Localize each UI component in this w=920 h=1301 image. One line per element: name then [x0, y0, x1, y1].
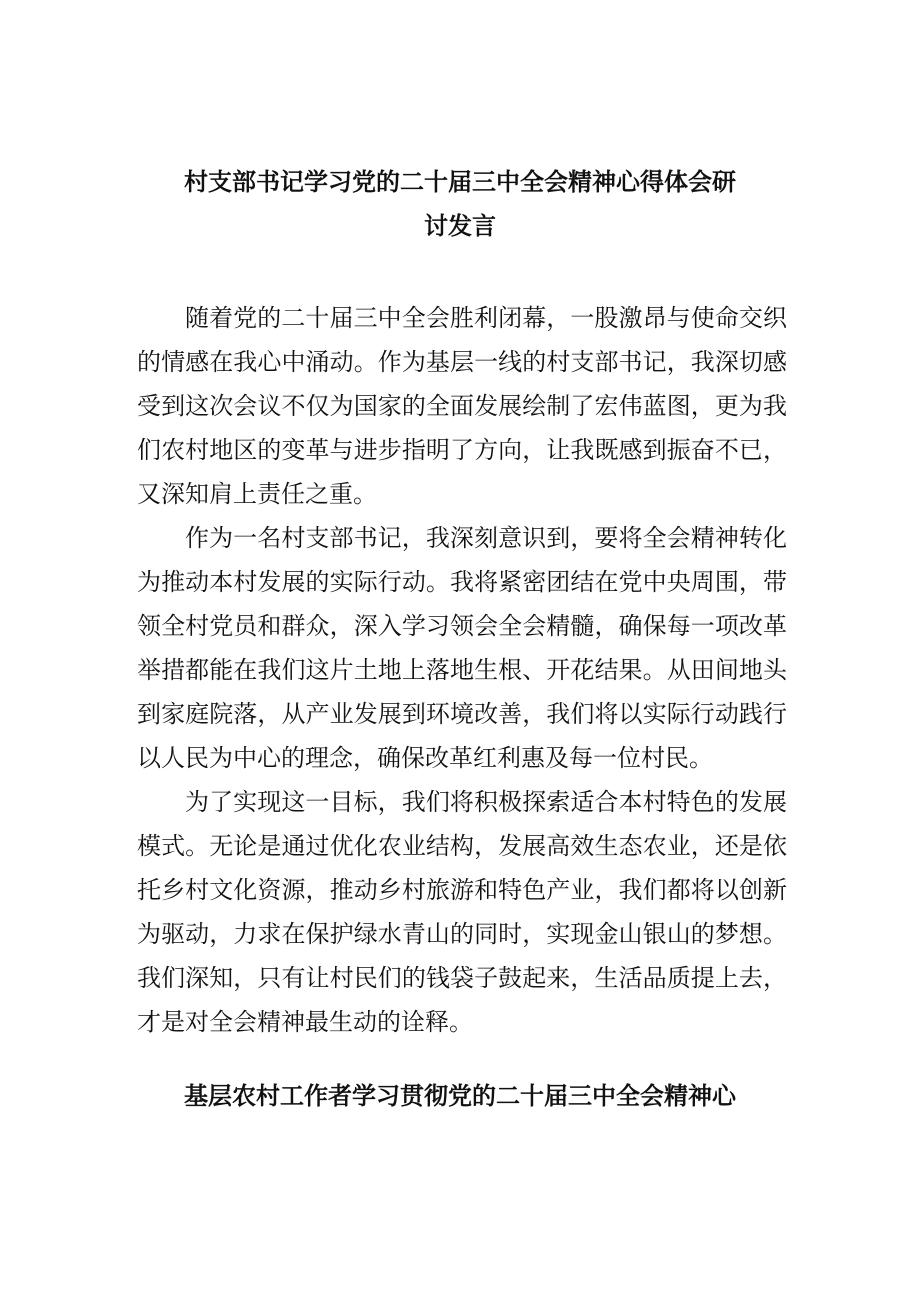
article-body [137, 296, 787, 1044]
next-article-title: 基层农村工作者学习贯彻党的二十届三中全会精神心 [184, 1081, 736, 1110]
article-title [0, 160, 920, 248]
paragraph-2: 作为一名村支部书记，我深刻意识到，要将全会精神转化为推动本村发展的实际行动。我将紧密团结在党中央周围，带领全村党员和群众，深入学习领会全会精髓，确保每一项改革举措都能在我们这片土地上落地生根、开花结果。从田间地头到家庭院落，从产业发展到环境改善，我们将以实际行动践行以人民为中心的理念，确保改革红利惠及每一位村民。 [137, 524, 787, 772]
article-title-line-2: 讨发言 [424, 211, 496, 240]
paragraph-3: 为了实现这一目标，我们将积极探索适合本村特色的发展模式。无论是通过优化农业结构，发展高效生态农业，还是依托乡村文化资源，推动乡村旅游和特色产业，我们都将以创新为驱动，力求在保护绿水青山的同时，实现金山银山的梦想。我们深知，只有让村民们的钱袋子鼓起来，生活品质提上去，才是对全会精神最生动的诠释。 [137, 788, 787, 1036]
article-title-line-1: 村支部书记学习党的二十届三中全会精神心得体会研 [184, 167, 736, 196]
paragraph-1: 随着党的二十届三中全会胜利闭幕，一股激昂与使命交织的情感在我心中涌动。作为基层一线的村支部书记，我深切感受到这次会议不仅为国家的全面发展绘制了宏伟蓝图，更为我们农村地区的变革与进步指明了方向，让我既感到振奋不已，又深知肩上责任之重。 [137, 304, 787, 508]
